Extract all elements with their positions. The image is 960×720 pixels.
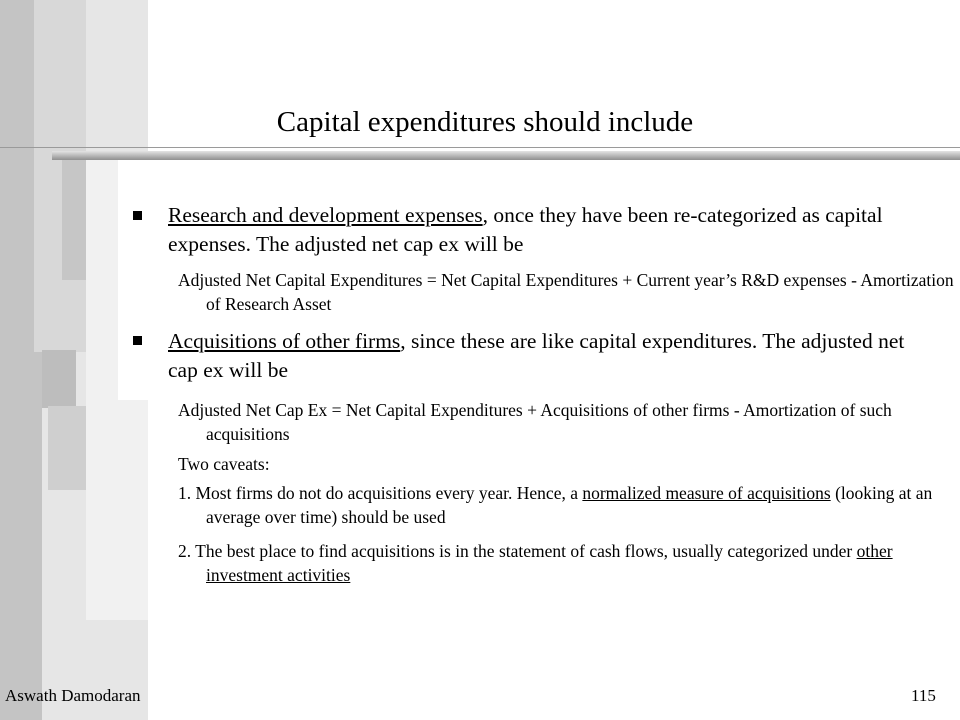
bullet-lead: Acquisitions of other firms xyxy=(168,329,401,353)
formula-text: Adjusted Net Cap Ex = Net Capital Expenditures + Acquisitions of other firms - Amortization of such acquisitions xyxy=(178,400,892,444)
bullet-rest: , since these are like capital expenditures. The adjusted net cap ex will be xyxy=(168,329,905,382)
formula-text: Adjusted Net Capital Expenditures = Net Capital Expenditures + Current year’s R&D expenses - Amortization of Research Asset xyxy=(178,270,954,314)
footer-author: Aswath Damodaran xyxy=(5,686,141,705)
bullet-marker xyxy=(133,336,142,345)
caveat-underlined: other investment activities xyxy=(206,541,893,585)
decor-bar-5 xyxy=(48,406,86,490)
title-rule-thick xyxy=(52,151,960,160)
page-number: 115 xyxy=(911,686,936,705)
title-rule-thin xyxy=(0,147,960,148)
caveat-item xyxy=(178,539,956,587)
caveat-underlined: normalized measure of acquisitions xyxy=(582,483,831,503)
caveat-item xyxy=(178,481,956,529)
bullet-text xyxy=(168,327,928,385)
bullet-lead: Research and development expenses xyxy=(168,203,483,227)
caveats-heading: Two caveats: xyxy=(178,454,270,474)
bullet-text xyxy=(168,201,928,259)
decor-bar-8 xyxy=(118,160,148,400)
decor-bar-4 xyxy=(42,350,76,408)
slide-title: Capital expenditures should include xyxy=(276,106,694,138)
caveat-post: (looking at an average over time) should be used xyxy=(206,483,933,527)
caveat-pre: 1. Most firms do not do acquisitions every year. Hence, a xyxy=(178,483,583,503)
bullet-marker xyxy=(133,211,142,220)
bullet-rest: , once they have been re-categorized as capital expenses. The adjusted net cap ex will be xyxy=(168,203,883,256)
caveat-pre: 2. The best place to find acquisitions is in the statement of cash flows, usually categorized under xyxy=(178,541,857,561)
